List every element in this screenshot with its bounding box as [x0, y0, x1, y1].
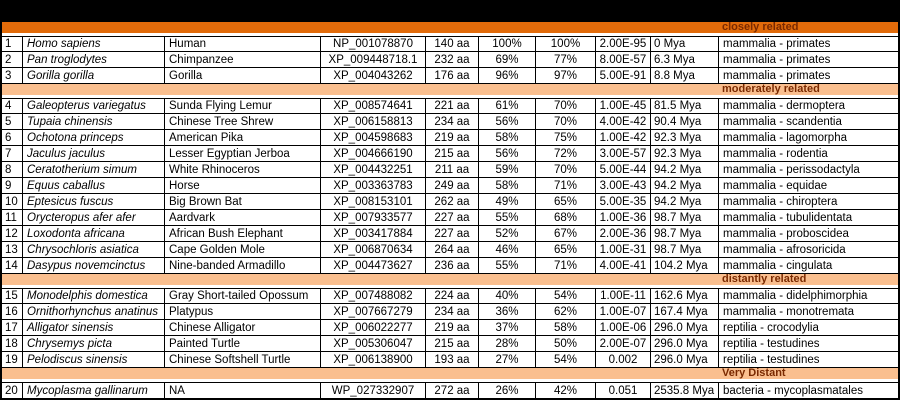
- cell-identity: 100%: [479, 37, 536, 51]
- cell-length: 219 aa: [426, 130, 479, 145]
- cell-similarity: 54%: [536, 352, 596, 367]
- cell-length: 234 aa: [426, 114, 479, 129]
- cell-e-value: 1.00E-31: [596, 242, 651, 257]
- cell-length: 221 aa: [426, 99, 479, 113]
- cell-length: 272 aa: [426, 383, 479, 398]
- table-row: [2, 288, 898, 304]
- cell-genus-species: Chrysochloris asiatica: [23, 242, 165, 257]
- cell-e-value: 0.051: [596, 383, 651, 398]
- section-label: distantly related: [722, 273, 807, 285]
- cell-identity: 46%: [479, 242, 536, 257]
- cell-row-number: 13: [2, 242, 23, 257]
- cell-genus-species: Ornithorhynchus anatinus: [23, 304, 165, 319]
- cell-row-number: 15: [2, 289, 23, 303]
- cell-divergence: 94.2 Mya: [651, 194, 719, 209]
- cell-common-name: Chinese Tree Shrew: [165, 114, 321, 129]
- cell-similarity: 62%: [536, 304, 596, 319]
- cell-common-name: NA: [165, 383, 321, 398]
- cell-identity: 40%: [479, 289, 536, 303]
- cell-row-number: 16: [2, 304, 23, 319]
- cell-accession-number: XP_003363783: [321, 178, 426, 193]
- cell-divergence: 98.7 Mya: [651, 210, 719, 225]
- cell-row-number: 8: [2, 162, 23, 177]
- cell-divergence: 81.5 Mya: [651, 99, 719, 113]
- cell-accession-number: XP_005306047: [321, 336, 426, 351]
- cell-row-number: 5: [2, 114, 23, 129]
- cell-row-number: 19: [2, 352, 23, 367]
- cell-common-name: Chinese Softshell Turtle: [165, 352, 321, 367]
- cell-divergence: 104.2 Mya: [651, 258, 719, 273]
- cell-identity: 36%: [479, 304, 536, 319]
- column-header-common-name: Common name: [201, 6, 285, 18]
- cell-row-number: 18: [2, 336, 23, 351]
- cell-length: 224 aa: [426, 289, 479, 303]
- cell-taxonomy: mammalia - tubulidentata: [723, 211, 853, 224]
- cell-length: 234 aa: [426, 304, 479, 319]
- cell-genus-species: Pan troglodytes: [23, 52, 165, 67]
- cell-taxonomy: mammalia - scandentia: [723, 115, 842, 128]
- cell-row-number: 9: [2, 178, 23, 193]
- cell-similarity: 75%: [536, 130, 596, 145]
- cell-identity: 56%: [479, 114, 536, 129]
- cell-taxonomy: mammalia - didelphimorphia: [723, 290, 868, 302]
- table-row: [2, 52, 898, 68]
- table-row: [2, 162, 898, 178]
- cell-divergence: 8.8 Mya: [651, 68, 719, 83]
- cell-e-value: 1.00E-06: [596, 320, 651, 335]
- table-row: [2, 178, 898, 194]
- cell-common-name: African Bush Elephant: [165, 226, 321, 241]
- column-header-similarity: Similarity: [540, 6, 592, 18]
- column-header-divergence: Divergence: [653, 6, 716, 18]
- cell-e-value: 1.00E-42: [596, 130, 651, 145]
- cell-genus-species: Ochotona princeps: [23, 130, 165, 145]
- cell-genus-species: Monodelphis domestica: [23, 289, 165, 303]
- cell-identity: 28%: [479, 336, 536, 351]
- cell-divergence: 162.6 Mya: [651, 289, 719, 303]
- cell-common-name: Gray Short-tailed Opossum: [165, 289, 321, 303]
- cell-length: 219 aa: [426, 320, 479, 335]
- cell-accession-number: XP_004432251: [321, 162, 426, 177]
- cell-genus-species: Mycoplasma gallinarum: [23, 383, 165, 398]
- cell-taxonomy: reptilia - testudines: [723, 337, 820, 350]
- cell-genus-species: Loxodonta africana: [23, 226, 165, 241]
- cell-length: 211 aa: [426, 162, 479, 177]
- table-row: [2, 130, 898, 146]
- cell-taxonomy: mammalia - perissodactyla: [723, 163, 860, 176]
- table-row: [2, 352, 898, 368]
- cell-similarity: 72%: [536, 146, 596, 161]
- cell-genus-species: Dasypus novemcinctus: [23, 258, 165, 273]
- cell-divergence: 94.2 Mya: [651, 162, 719, 177]
- cell-row-number: 1: [2, 37, 23, 51]
- column-header-accession-number: Accession number: [322, 6, 425, 18]
- cell-accession-number: XP_008153101: [321, 194, 426, 209]
- cell-row-number: 2: [2, 52, 23, 67]
- cell-divergence: 2535.8 Mya: [651, 383, 719, 398]
- column-header-identity: Identity: [487, 6, 528, 18]
- cell-accession-number: XP_006138900: [321, 352, 426, 367]
- cell-accession-number: XP_004473627: [321, 258, 426, 273]
- cell-row-number: 17: [2, 320, 23, 335]
- cell-row-number: 7: [2, 146, 23, 161]
- cell-e-value: 4.00E-42: [596, 114, 651, 129]
- cell-row-number: 12: [2, 226, 23, 241]
- cell-genus-species: Homo sapiens: [23, 37, 165, 51]
- cell-identity: 69%: [479, 52, 536, 67]
- column-header-length: Length: [433, 6, 472, 18]
- cell-common-name: Gorilla: [165, 68, 321, 83]
- cell-identity: 56%: [479, 146, 536, 161]
- cell-divergence: 92.3 Mya: [651, 146, 719, 161]
- table-row: [2, 114, 898, 130]
- cell-e-value: 2.00E-07: [596, 336, 651, 351]
- cell-length: 227 aa: [426, 210, 479, 225]
- cell-row-number: 3: [2, 68, 23, 83]
- cell-accession-number: XP_006022277: [321, 320, 426, 335]
- cell-taxonomy: mammalia - proboscidea: [723, 227, 849, 240]
- cell-identity: 58%: [479, 178, 536, 193]
- cell-common-name: Horse: [165, 178, 321, 193]
- cell-accession-number: XP_008574641: [321, 99, 426, 113]
- cell-identity: 37%: [479, 320, 536, 335]
- table-row: [2, 36, 898, 52]
- cell-similarity: 54%: [536, 289, 596, 303]
- cell-genus-species: Equus caballus: [23, 178, 165, 193]
- cell-similarity: 70%: [536, 162, 596, 177]
- cell-common-name: Sunda Flying Lemur: [165, 99, 321, 113]
- cell-common-name: Chimpanzee: [165, 52, 321, 67]
- cell-common-name: Platypus: [165, 304, 321, 319]
- cell-common-name: Big Brown Bat: [165, 194, 321, 209]
- cell-similarity: 65%: [536, 194, 596, 209]
- cell-identity: 49%: [479, 194, 536, 209]
- cell-common-name: Painted Turtle: [165, 336, 321, 351]
- cell-genus-species: Pelodiscus sinensis: [23, 352, 165, 367]
- cell-identity: 26%: [479, 383, 536, 398]
- cell-common-name: Chinese Alligator: [165, 320, 321, 335]
- cell-identity: 55%: [479, 258, 536, 273]
- table-row: [2, 68, 898, 84]
- section-header-row: [2, 368, 898, 382]
- table-row: [2, 336, 898, 352]
- cell-taxonomy: mammalia - cingulata: [723, 259, 833, 272]
- cell-accession-number: XP_007667279: [321, 304, 426, 319]
- cell-length: 236 aa: [426, 258, 479, 273]
- cell-similarity: 70%: [536, 114, 596, 129]
- cell-row-number: 4: [2, 99, 23, 113]
- cell-taxonomy: mammalia - primates: [723, 69, 831, 82]
- table-body: [2, 22, 898, 398]
- cell-common-name: Nine-banded Armadillo: [165, 258, 321, 273]
- column-header-e-val: E-val: [609, 6, 638, 18]
- cell-divergence: 6.3 Mya: [651, 52, 719, 67]
- cell-similarity: 100%: [536, 37, 596, 51]
- cell-row-number: 20: [2, 383, 23, 398]
- cell-divergence: 90.4 Mya: [651, 114, 719, 129]
- table-row: [2, 194, 898, 210]
- cell-similarity: 42%: [536, 383, 596, 398]
- cell-similarity: 67%: [536, 226, 596, 241]
- cell-genus-species: Orycteropus afer afer: [23, 210, 165, 225]
- section-header-row: [2, 84, 898, 98]
- table-row: [2, 382, 898, 398]
- cell-taxonomy: mammalia - primates: [723, 53, 831, 66]
- cell-taxonomy: mammalia - dermoptera: [723, 100, 846, 112]
- cell-similarity: 58%: [536, 320, 596, 335]
- cell-accession-number: NP_001078870: [321, 37, 426, 51]
- table-row: [2, 146, 898, 162]
- cell-common-name: Human: [165, 37, 321, 51]
- cell-similarity: 71%: [536, 178, 596, 193]
- cell-e-value: 5.00E-44: [596, 162, 651, 177]
- cell-length: 232 aa: [426, 52, 479, 67]
- cell-similarity: 77%: [536, 52, 596, 67]
- cell-common-name: White Rhinoceros: [165, 162, 321, 177]
- cell-divergence: 296.0 Mya: [651, 336, 719, 351]
- table-row: [2, 258, 898, 274]
- cell-divergence: 98.7 Mya: [651, 242, 719, 257]
- cell-taxonomy: reptilia - testudines: [723, 353, 820, 366]
- cell-taxonomy: mammalia - chiroptera: [723, 195, 838, 208]
- cell-e-value: 1.00E-11: [596, 289, 651, 303]
- cell-similarity: 97%: [536, 68, 596, 83]
- cell-accession-number: XP_004043262: [321, 68, 426, 83]
- cell-e-value: 2.00E-95: [596, 37, 651, 51]
- cell-identity: 58%: [479, 130, 536, 145]
- cell-e-value: 2.00E-36: [596, 226, 651, 241]
- table-row: [2, 242, 898, 258]
- cell-row-number: 14: [2, 258, 23, 273]
- table-row: [2, 320, 898, 336]
- table-row: [2, 226, 898, 242]
- cell-taxonomy: mammalia - afrosoricida: [723, 243, 846, 256]
- cell-similarity: 50%: [536, 336, 596, 351]
- cell-genus-species: Chrysemys picta: [23, 336, 165, 351]
- cell-e-value: 3.00E-57: [596, 146, 651, 161]
- cell-genus-species: Eptesicus fuscus: [23, 194, 165, 209]
- cell-e-value: 3.00E-43: [596, 178, 651, 193]
- cell-identity: 27%: [479, 352, 536, 367]
- column-header-rownum: [2, 2, 23, 22]
- cell-e-value: 0.002: [596, 352, 651, 367]
- cell-common-name: Aardvark: [165, 210, 321, 225]
- cell-taxonomy: mammalia - equidae: [723, 179, 828, 192]
- table-row: [2, 98, 898, 114]
- cell-accession-number: WP_027332907: [321, 383, 426, 398]
- cell-identity: 59%: [479, 162, 536, 177]
- cell-genus-species: Ceratotherium simum: [23, 162, 165, 177]
- section-label: moderately related: [722, 83, 820, 95]
- cell-e-value: 1.00E-45: [596, 99, 651, 113]
- table-row: [2, 210, 898, 226]
- cell-divergence: 98.7 Mya: [651, 226, 719, 241]
- cell-taxonomy: mammalia - lagomorpha: [723, 131, 847, 144]
- cell-genus-species: Tupaia chinensis: [23, 114, 165, 129]
- cell-identity: 61%: [479, 99, 536, 113]
- cell-similarity: 71%: [536, 258, 596, 273]
- cell-accession-number: XP_003417884: [321, 226, 426, 241]
- cell-taxonomy: reptilia - crocodylia: [723, 321, 819, 334]
- cell-accession-number: XP_009448718.1: [321, 52, 426, 67]
- cell-similarity: 70%: [536, 99, 596, 113]
- cell-taxonomy: mammalia - rodentia: [723, 147, 828, 160]
- cell-e-value: 1.00E-36: [596, 210, 651, 225]
- column-header-genus-species: Genus and species: [41, 6, 147, 18]
- column-header-taxonomic-information: Taxonomic information: [745, 6, 872, 18]
- cell-similarity: 68%: [536, 210, 596, 225]
- cell-taxonomy: mammalia - primates: [723, 38, 831, 50]
- cell-genus-species: Gorilla gorilla: [23, 68, 165, 83]
- cell-common-name: American Pika: [165, 130, 321, 145]
- cell-taxonomy: bacteria - mycoplasmatales: [723, 384, 863, 397]
- cell-divergence: 167.4 Mya: [651, 304, 719, 319]
- cell-length: 193 aa: [426, 352, 479, 367]
- cell-length: 264 aa: [426, 242, 479, 257]
- cell-accession-number: XP_004666190: [321, 146, 426, 161]
- cell-genus-species: Jaculus jaculus: [23, 146, 165, 161]
- cell-accession-number: XP_004598683: [321, 130, 426, 145]
- cell-e-value: 5.00E-91: [596, 68, 651, 83]
- cell-identity: 96%: [479, 68, 536, 83]
- cell-accession-number: XP_006870634: [321, 242, 426, 257]
- cell-length: 262 aa: [426, 194, 479, 209]
- cell-divergence: 94.2 Mya: [651, 178, 719, 193]
- cell-taxonomy: mammalia - monotremata: [723, 305, 855, 318]
- section-header-row: [2, 274, 898, 288]
- cell-e-value: 1.00E-07: [596, 304, 651, 319]
- cell-divergence: 296.0 Mya: [651, 320, 719, 335]
- cell-row-number: 11: [2, 210, 23, 225]
- cell-e-value: 4.00E-41: [596, 258, 651, 273]
- cell-e-value: 8.00E-57: [596, 52, 651, 67]
- section-label: Very Distant: [722, 367, 786, 379]
- table-header-row: [2, 2, 898, 22]
- cell-length: 215 aa: [426, 336, 479, 351]
- table-row: [2, 304, 898, 320]
- cell-e-value: 5.00E-35: [596, 194, 651, 209]
- cell-identity: 52%: [479, 226, 536, 241]
- cell-common-name: Lesser Egyptian Jerboa: [165, 146, 321, 161]
- cell-length: 140 aa: [426, 37, 479, 51]
- cell-similarity: 65%: [536, 242, 596, 257]
- cell-length: 249 aa: [426, 178, 479, 193]
- cell-genus-species: Alligator sinensis: [23, 320, 165, 335]
- cell-length: 215 aa: [426, 146, 479, 161]
- cell-length: 227 aa: [426, 226, 479, 241]
- cell-accession-number: XP_007488082: [321, 289, 426, 303]
- cell-row-number: 10: [2, 194, 23, 209]
- cell-common-name: Cape Golden Mole: [165, 242, 321, 257]
- cell-identity: 55%: [479, 210, 536, 225]
- cell-genus-species: Galeopterus variegatus: [23, 99, 165, 113]
- cell-accession-number: XP_006158813: [321, 114, 426, 129]
- cell-divergence: 296.0 Mya: [651, 352, 719, 367]
- cell-row-number: 6: [2, 130, 23, 145]
- cell-divergence: 0 Mya: [651, 37, 719, 51]
- cell-divergence: 92.3 Mya: [651, 130, 719, 145]
- cell-length: 176 aa: [426, 68, 479, 83]
- section-label: closely related: [722, 21, 799, 33]
- cell-accession-number: XP_007933577: [321, 210, 426, 225]
- section-header-row: [2, 22, 898, 36]
